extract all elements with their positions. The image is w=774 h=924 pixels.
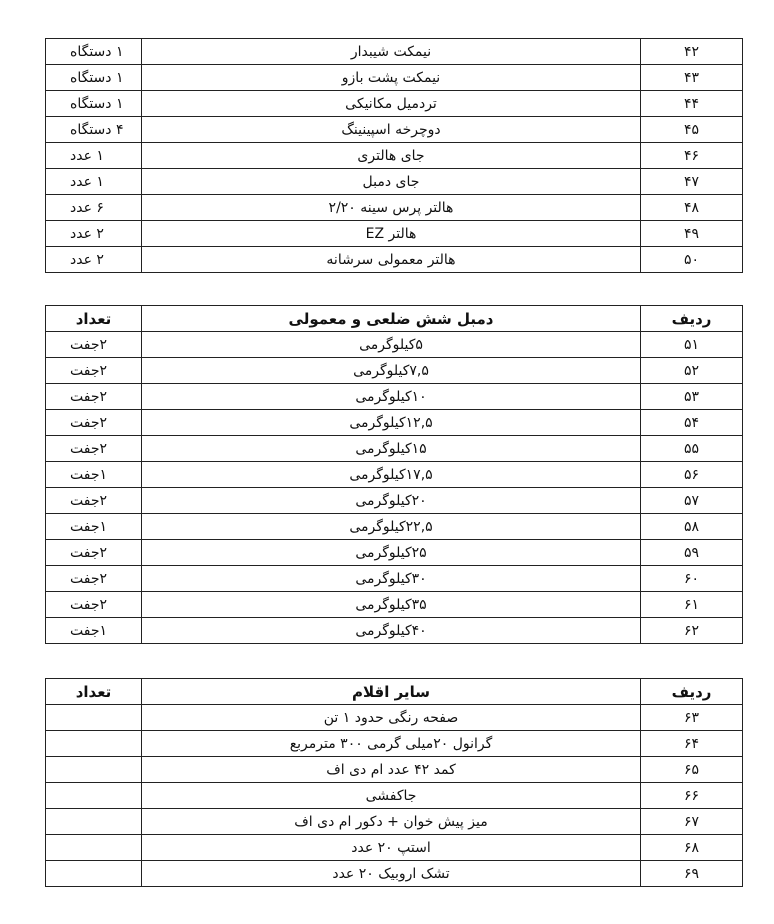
table-row xyxy=(46,117,743,143)
row-number-cell: ۶۱ xyxy=(641,592,743,618)
table-row xyxy=(46,410,743,436)
equipment-table xyxy=(45,38,743,273)
table-row xyxy=(46,488,743,514)
quantity-cell: ۲جفت xyxy=(46,410,142,436)
quantity-cell: ۱ دستگاه xyxy=(46,91,142,117)
table-row xyxy=(46,835,743,861)
item-name-cell: ۱۲,۵کیلوگرمی xyxy=(142,410,641,436)
dumbbell-table-body xyxy=(46,332,743,644)
table-row xyxy=(46,436,743,462)
header-quantity: تعداد xyxy=(46,306,142,332)
header-row-number: ردیف xyxy=(641,306,743,332)
row-number-cell: ۶۳ xyxy=(641,705,743,731)
item-name-cell: جاکفشی xyxy=(142,783,641,809)
other-items-table xyxy=(45,678,743,887)
item-name-cell: ۲۰کیلوگرمی xyxy=(142,488,641,514)
table-row xyxy=(46,247,743,273)
row-number-cell: ۶۰ xyxy=(641,566,743,592)
item-name-cell: ۲۵کیلوگرمی xyxy=(142,540,641,566)
row-number-cell: ۵۰ xyxy=(641,247,743,273)
item-name-cell: جای دمبل xyxy=(142,169,641,195)
quantity-cell: ۲جفت xyxy=(46,384,142,410)
table-row xyxy=(46,462,743,488)
item-name-cell: کمد ۴۲ عدد ام دی اف xyxy=(142,757,641,783)
table-header-row xyxy=(46,679,743,705)
table-row xyxy=(46,221,743,247)
row-number-cell: ۶۵ xyxy=(641,757,743,783)
table-row xyxy=(46,514,743,540)
item-name-cell: دوچرخه اسپینینگ xyxy=(142,117,641,143)
table-row xyxy=(46,731,743,757)
row-number-cell: ۵۴ xyxy=(641,410,743,436)
row-number-cell: ۴۷ xyxy=(641,169,743,195)
item-name-cell: ۱۰کیلوگرمی xyxy=(142,384,641,410)
table-row xyxy=(46,618,743,644)
row-number-cell: ۵۲ xyxy=(641,358,743,384)
quantity-cell: ۱ عدد xyxy=(46,143,142,169)
quantity-cell: ۱ عدد xyxy=(46,169,142,195)
table-row xyxy=(46,757,743,783)
item-name-cell: ۳۵کیلوگرمی xyxy=(142,592,641,618)
equipment-table-body xyxy=(46,39,743,273)
item-name-cell: تشک اروبیک ۲۰ عدد xyxy=(142,861,641,887)
item-name-cell: گرانول ۲۰میلی گرمی ۳۰۰ مترمربع xyxy=(142,731,641,757)
item-name-cell: نیمکت پشت بازو xyxy=(142,65,641,91)
quantity-cell xyxy=(46,757,142,783)
row-number-cell: ۴۲ xyxy=(641,39,743,65)
dumbbell-table xyxy=(45,305,743,644)
item-name-cell: ۵کیلوگرمی xyxy=(142,332,641,358)
table-row xyxy=(46,91,743,117)
row-number-cell: ۴۹ xyxy=(641,221,743,247)
quantity-cell: ۲جفت xyxy=(46,488,142,514)
quantity-cell: ۲جفت xyxy=(46,566,142,592)
table-row xyxy=(46,169,743,195)
table-row xyxy=(46,332,743,358)
quantity-cell: ۱جفت xyxy=(46,514,142,540)
row-number-cell: ۶۷ xyxy=(641,809,743,835)
quantity-cell xyxy=(46,835,142,861)
table-row xyxy=(46,65,743,91)
header-quantity: تعداد xyxy=(46,679,142,705)
item-name-cell: جای هالتری xyxy=(142,143,641,169)
table-row xyxy=(46,705,743,731)
quantity-cell xyxy=(46,783,142,809)
row-number-cell: ۴۵ xyxy=(641,117,743,143)
row-number-cell: ۴۳ xyxy=(641,65,743,91)
item-name-cell: هالتر معمولی سرشانه xyxy=(142,247,641,273)
table-row xyxy=(46,540,743,566)
quantity-cell: ۲جفت xyxy=(46,540,142,566)
table-row xyxy=(46,592,743,618)
quantity-cell: ۴ دستگاه xyxy=(46,117,142,143)
row-number-cell: ۵۷ xyxy=(641,488,743,514)
row-number-cell: ۴۸ xyxy=(641,195,743,221)
row-number-cell: ۴۴ xyxy=(641,91,743,117)
quantity-cell xyxy=(46,731,142,757)
row-number-cell: ۶۲ xyxy=(641,618,743,644)
quantity-cell: ۲جفت xyxy=(46,436,142,462)
row-number-cell: ۵۵ xyxy=(641,436,743,462)
item-name-cell: تردمیل مکانیکی xyxy=(142,91,641,117)
item-name-cell: نیمکت شیبدار xyxy=(142,39,641,65)
quantity-cell: ۱جفت xyxy=(46,618,142,644)
row-number-cell: ۶۸ xyxy=(641,835,743,861)
item-name-cell: ۳۰کیلوگرمی xyxy=(142,566,641,592)
quantity-cell xyxy=(46,705,142,731)
row-number-cell: ۵۳ xyxy=(641,384,743,410)
table-row xyxy=(46,566,743,592)
quantity-cell: ۲جفت xyxy=(46,332,142,358)
row-number-cell: ۵۹ xyxy=(641,540,743,566)
item-name-cell: صفحه رنگی حدود ۱ تن xyxy=(142,705,641,731)
quantity-cell: ۱جفت xyxy=(46,462,142,488)
row-number-cell: ۵۸ xyxy=(641,514,743,540)
item-name-cell: ۱۷,۵کیلوگرمی xyxy=(142,462,641,488)
row-number-cell: ۶۶ xyxy=(641,783,743,809)
table-row xyxy=(46,384,743,410)
table-row xyxy=(46,358,743,384)
table-header-row xyxy=(46,306,743,332)
quantity-cell: ۲ عدد xyxy=(46,247,142,273)
header-row-number: ردیف xyxy=(641,679,743,705)
item-name-cell: میز پیش خوان + دکور ام دی اف xyxy=(142,809,641,835)
table-row xyxy=(46,783,743,809)
table-row xyxy=(46,861,743,887)
quantity-cell: ۲جفت xyxy=(46,592,142,618)
quantity-cell: ۱ دستگاه xyxy=(46,65,142,91)
item-name-cell: ۴۰کیلوگرمی xyxy=(142,618,641,644)
table-row xyxy=(46,143,743,169)
row-number-cell: ۶۴ xyxy=(641,731,743,757)
item-name-cell: هالتر پرس سینه ۲/۲۰ xyxy=(142,195,641,221)
quantity-cell: ۶ عدد xyxy=(46,195,142,221)
item-name-cell: ۲۲,۵کیلوگرمی xyxy=(142,514,641,540)
quantity-cell: ۲جفت xyxy=(46,358,142,384)
header-item-name: دمبل شش ضلعی و معمولی xyxy=(142,306,641,332)
table-row xyxy=(46,195,743,221)
quantity-cell xyxy=(46,861,142,887)
table-row xyxy=(46,39,743,65)
item-name-cell: استپ ۲۰ عدد xyxy=(142,835,641,861)
item-name-cell: ۱۵کیلوگرمی xyxy=(142,436,641,462)
header-item-name: سایر اقلام xyxy=(142,679,641,705)
other-items-table-body xyxy=(46,705,743,887)
table-row xyxy=(46,809,743,835)
row-number-cell: ۴۶ xyxy=(641,143,743,169)
quantity-cell xyxy=(46,809,142,835)
item-name-cell: ۷,۵کیلوگرمی xyxy=(142,358,641,384)
row-number-cell: ۵۶ xyxy=(641,462,743,488)
quantity-cell: ۲ عدد xyxy=(46,221,142,247)
item-name-cell: هالتر EZ xyxy=(142,221,641,247)
quantity-cell: ۱ دستگاه xyxy=(46,39,142,65)
row-number-cell: ۶۹ xyxy=(641,861,743,887)
row-number-cell: ۵۱ xyxy=(641,332,743,358)
